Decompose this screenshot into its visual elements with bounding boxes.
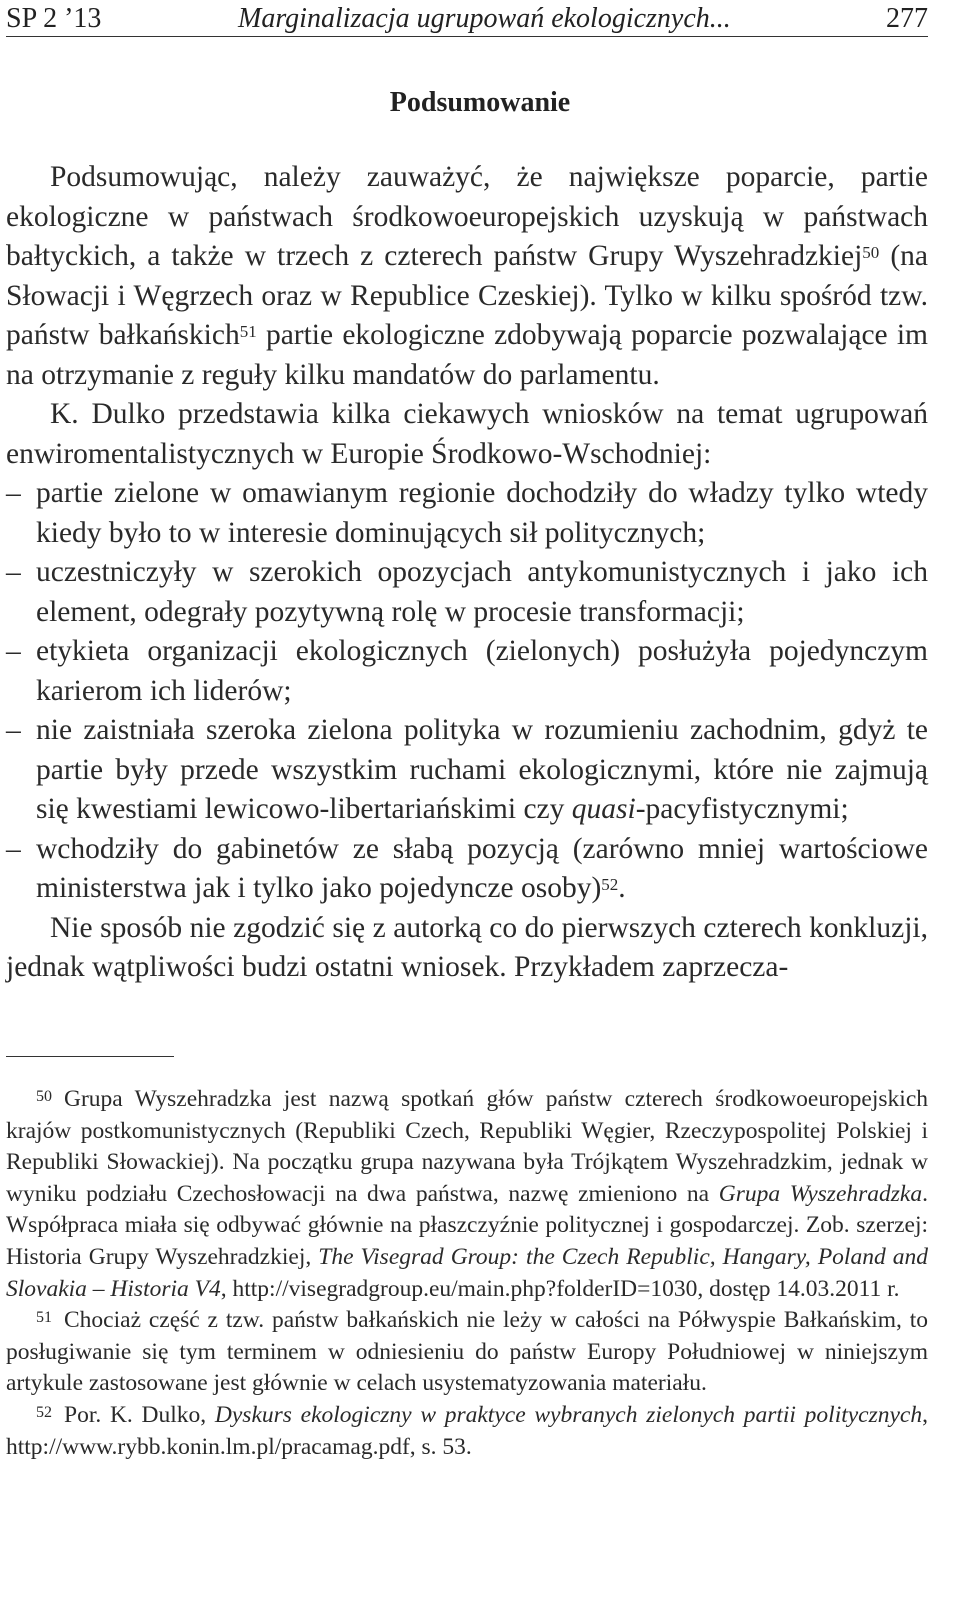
- footnote-number: 50: [36, 1088, 52, 1105]
- dash-bullet: –: [6, 714, 21, 746]
- footnote-ref-50[interactable]: 50: [862, 243, 880, 262]
- footnote-ref-52[interactable]: 52: [601, 875, 619, 894]
- section-title: Podsumowanie: [389, 87, 571, 118]
- dash-bullet: –: [6, 556, 21, 588]
- footnote-number: 51: [36, 1309, 52, 1327]
- running-header: [6, 2, 928, 37]
- dash-bullet: –: [6, 477, 21, 509]
- dash-bullet: –: [6, 635, 21, 667]
- list-item: – uczestniczyły w szerokich opozycjach antykomunistycznych i jako ich element, odegrały pozytywną rolę w procesie transformacji;: [6, 553, 928, 632]
- running-title: Marginalizacja ugrupowań ekologicznych...: [238, 3, 731, 34]
- paragraph-3: Nie sposób nie zgodzić się z autorką co do pierwszych czterech konkluzji, jednak wątpliwości budzi ostatni wniosek. Przykładem zaprzecza-: [6, 911, 928, 983]
- footnote-51: $^{51}$ Chociaż część z tzw. państw bałkańskich nie leży w całości na Półwyspie Bałkańskim, to posługiwanie się tym terminem w odniesieniu do państw Europy Południowej w niniejszym artykule zastosowane jest głównie w celach usystematyzowania materiału.: [6, 1307, 928, 1397]
- paragraph-1: Podsumowując, należy zauważyć, że największe poparcie, partie ekologiczne w państwach środkowoeuropejskich uzyskują w państwach bałtyckich, a także w trzech z czterech państw Grupy Wyszehradzkiej$^{50}$ (na Słowacji i Węgrzech oraz w Republice Czeskiej). Tylko w kilku spośród tzw. państw bałkańskich$^{51}$ partie ekologiczne zdobywają poparcie pozwalające im na otrzymanie z reguły kilku mandatów do parlamentu.: [6, 161, 929, 391]
- list-item: – etykieta organizacji ekologicznych (zielonych) posłużyła pojedynczym karierom ich liderów;: [6, 632, 928, 711]
- footnotes: [6, 1084, 928, 1463]
- list-item: – nie zaistniała szeroka zielona polityka w rozumieniu zachodnim, gdyż te partie były przede wszystkim ruchami ekologicznymi, które nie zajmują się kwestiami lewicowo-libertariańskimi czy quasi-pacyfistycznymi;: [6, 711, 928, 830]
- list-item: – partie zielone w omawianym regionie dochodziły do władzy tylko wtedy kiedy było to w interesie dominujących sił politycznych;: [6, 474, 928, 553]
- page-number: 277: [886, 3, 928, 34]
- list-item: – wchodziły do gabinetów ze słabą pozycją (zarówno mniej wartościowe ministerstwa jak i tylko jako pojedyncze osoby)$^{52}$.: [6, 830, 928, 909]
- conclusions-list: [6, 474, 928, 909]
- footnote-50: $^{50}$ Grupa Wyszehradzka jest nazwą spotkań głów państw czterech środkowoeuropejskich krajów postkomunistycznych (Republiki Czech, Republiki Węgier, Rzeczypospolitej Polskiej i Republiki Słowackiej). Na początku grupa nazywana była Trójkątem Wyszehradzkim, jednak w wyniku podziału Czechosłowacji na dwa państwa, nazwę zmieniono na Grupa Wyszehradzka. Współpraca miała się odbywać głównie na płaszczyźnie politycznej i gospodarczej. Zob. szerzej: Historia Grupy Wyszehradzkiej, The Visegrad Group: the Czech Republic, Hangary, Poland and Slovakia – Historia V4, http://visegradgroup.eu/main.php?folderID=1030, dostęp 14.03.2011 r.: [6, 1086, 928, 1302]
- footnote-52: $^{52}$ Por. K. Dulko, Dyskurs ekologiczny w praktyce wybranych zielonych partii politycznych, http://www.rybb.konin.lm.pl/pracamag.pdf, s. 53.: [6, 1401, 928, 1460]
- main-text: [6, 158, 928, 988]
- dash-bullet: –: [6, 832, 21, 865]
- footnote-number: 52: [36, 1403, 52, 1421]
- paragraph-2: K. Dulko przedstawia kilka ciekawych wniosków na temat ugrupowań enwiromentalistycznych w Europie Środkowo-Wschodniej:: [6, 398, 928, 470]
- footnote-ref-51[interactable]: 51: [239, 322, 257, 341]
- footnote-separator: [6, 1056, 174, 1057]
- journal-issue: SP 2 ’13: [6, 3, 102, 34]
